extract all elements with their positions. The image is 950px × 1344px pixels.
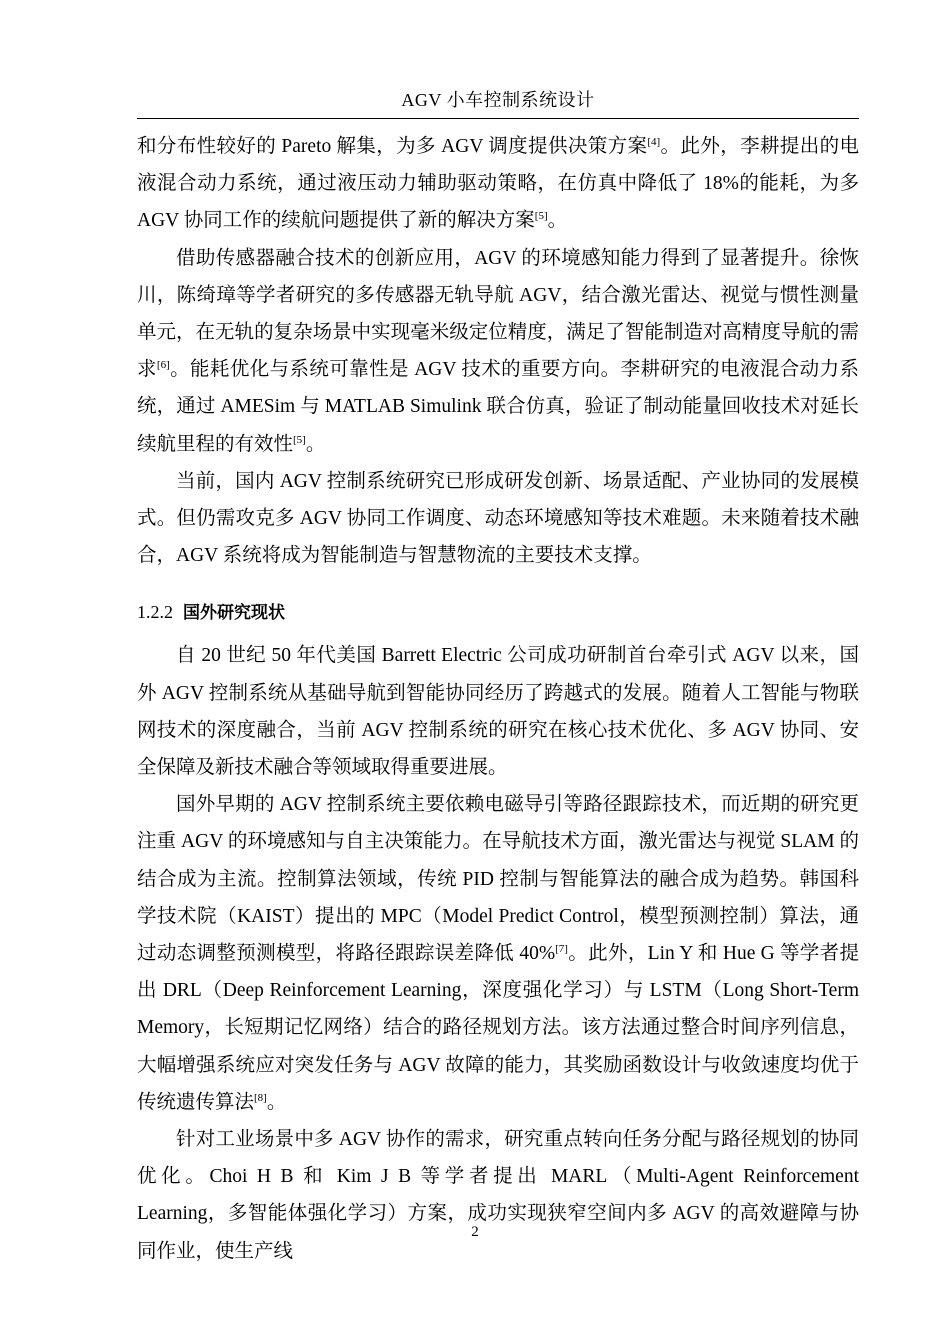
paragraph-3: 当前，国内 AGV 控制系统研究已形成研发创新、场景适配、产业协同的发展模式。但仍需攻克多 AGV 协同工作调度、动态环境感知等技术难题。未来随着技术融合，AGV 系统将成为智能制造与智慧物流的主要技术支撑。 [137,470,859,567]
body-text [137,128,859,1270]
paragraph-1: 和分布性较好的 Pareto 解集，为多 AGV 调度提供决策方案[4]。此外，李耕提出的电液混合动力系统，通过液压动力辅助驱动策略，在仿真中降低了 18%的能耗，为多 AGV 协同工作的续航问题提供了新的解决方案[5]。 [137,136,859,232]
paragraph-4: 自 20 世纪 50 年代美国 Barrett Electric 公司成功研制首台牵引式 AGV 以来，国外 AGV 控制系统从基础导航到智能协同经历了跨越式的发展。随着人工智能与物联网技术的深度融合，当前 AGV 控制系统的研究在核心技术优化、多 AGV 协同、安全保障及新技术融合等领域取得重要进展。 [137,645,859,779]
section-title: 国外研究现状 [183,603,285,624]
section-heading [137,596,859,629]
section-number: 1.2.2 [137,602,173,623]
page-number: 2 [471,1224,479,1240]
header-divider [137,118,859,119]
paragraph-6: 针对工业场景中多 AGV 协作的需求，研究重点转向任务分配与路径规划的协同优化。Choi H B 和 Kim J B 等学者提出 MARL（Multi-Agent Reinforcement Learning，多智能体强化学习）方案，成功实现狭窄空间内多 AGV 的高效避障与协同作业，使生产线 [137,1129,859,1262]
paragraph-5: 国外早期的 AGV 控制系统主要依赖电磁导引等路径跟踪技术，而近期的研究更注重 AGV 的环境感知与自主决策能力。在导航技术方面，激光雷达与视觉 SLAM 的结合成为主流。控制算法领域，传统 PID 控制与智能算法的融合成为趋势。韩国科学技术院（KAIST）提出的 MPC（Model Predict Control，模型预测控制）算法，通过动态调整预测模型，将路径跟踪误差降低 40%[7]。此外，Lin Y 和 Hue G 等学者提出 DRL（Deep Reinforcement Learning，深度强化学习）与 LSTM（Long Short-Term Memory，长短期记忆网络）结合的路径规划方法。该方法通过整合时间序列信息，大幅增强系统应对突发任务与 AGV 故障的能力，其奖励函数设计与收敛速度均优于传统遗传算法[8]。 [137,794,859,1113]
paragraph-2: 借助传感器融合技术的创新应用，AGV 的环境感知能力得到了显著提升。徐恢川，陈绮璋等学者研究的多传感器无轨导航 AGV，结合激光雷达、视觉与惯性测量单元，在无轨的复杂场景中实现毫米级定位精度，满足了智能制造对高精度导航的需求[6]。能耗优化与系统可靠性是 AGV 技术的重要方向。李耕研究的电液混合动力系统，通过 AMESim 与 MATLAB Simulink 联合仿真，验证了制动能量回收技术对延长续航里程的有效性[5]。 [137,247,859,455]
running-header: AGV 小车控制系统设计 [401,90,595,110]
